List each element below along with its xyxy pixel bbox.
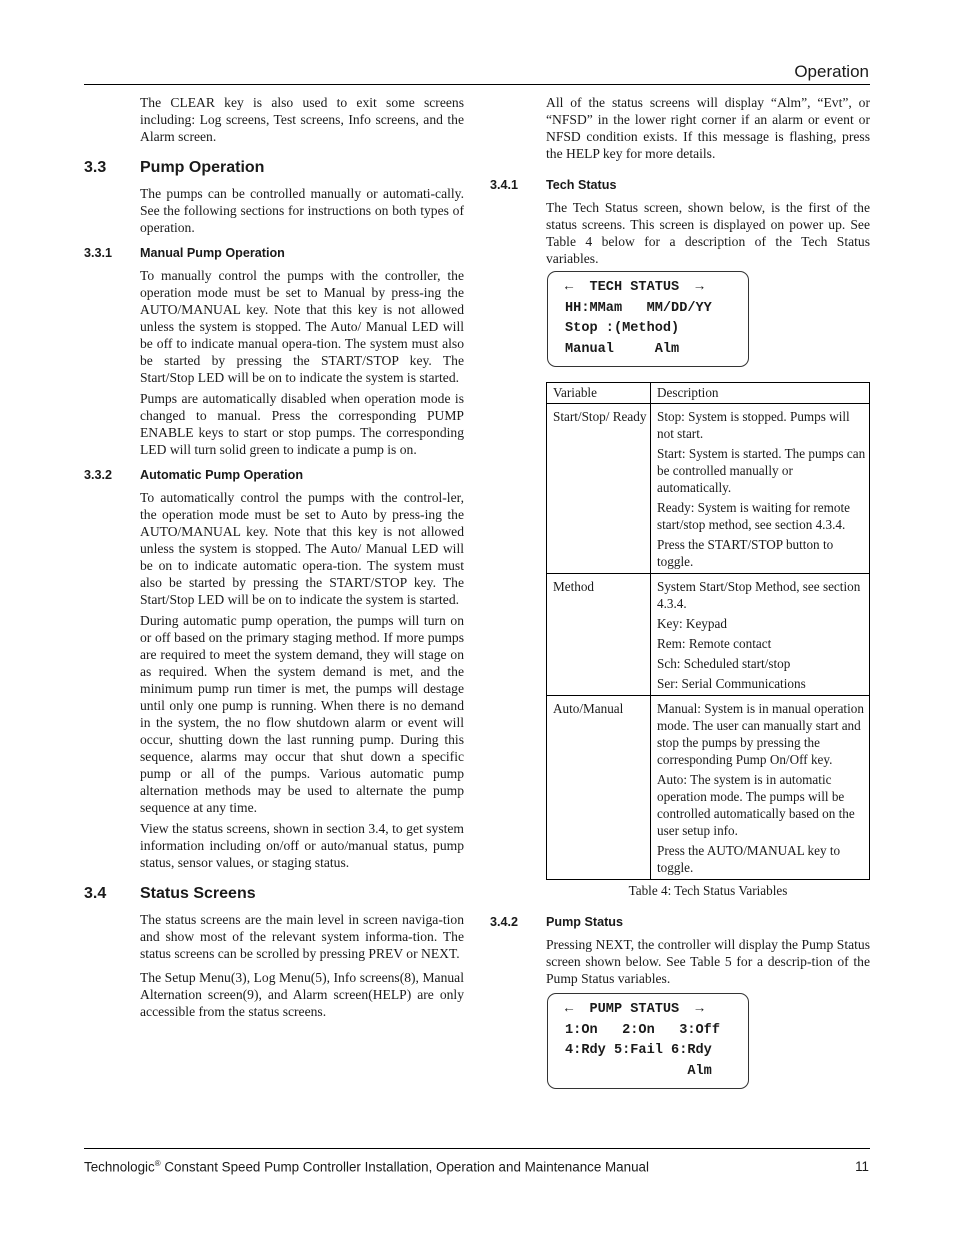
- tech-status-lcd-display: [547, 271, 749, 367]
- section-heading-3-3-1: [84, 246, 464, 260]
- section-heading-3-3-2: [84, 468, 464, 482]
- lcd-line: 4:Rdy 5:Fail 6:Rdy: [565, 1043, 712, 1058]
- paragraph: Pumps are automatically disabled when operation mode is changed to manual. Press the corresponding PUMP ENABLE keys to start or stop pumps. The corresponding LED will turn solid green to indicate a pump is on.: [140, 391, 464, 457]
- footer-brand: Technologic: [84, 1159, 155, 1175]
- intro-paragraph: The CLEAR key is also used to exit some screens including: Log screens, Test screens, Info screens, and the Alarm screen.: [140, 95, 464, 144]
- lcd-line: 1:On 2:On 3:Off: [565, 1022, 720, 1038]
- lcd-line: HH:MMam MM/DD/YY: [565, 300, 712, 316]
- description-line: Press the START/STOP button to toggle.: [657, 537, 834, 569]
- section-number: 3.3.2: [84, 468, 113, 482]
- page-header-title: Operation: [794, 62, 869, 81]
- header-rule: [84, 84, 870, 85]
- description-line: Stop: System is stopped. Pumps will not start.: [657, 409, 850, 441]
- section-heading-3-4-1: [490, 178, 870, 192]
- description-line: Ready: System is waiting for remote start/stop method, see section 4.3.4.: [657, 500, 851, 532]
- section-title: Tech Status: [546, 178, 617, 192]
- description-line: Sch: Scheduled start/stop: [657, 656, 791, 671]
- description-line: Press the AUTO/MANUAL key to toggle.: [657, 843, 841, 875]
- description-line: Start: System is started. The pumps can be controlled manually or automatically.: [657, 446, 866, 495]
- section-title: Status Screens: [140, 885, 256, 902]
- paragraph: The Tech Status screen, shown below, is the first of the status screens. This screen is displayed on power up. See Table 4 below for a description of the Tech Status variables.: [546, 200, 870, 266]
- section-title: Automatic Pump Operation: [140, 468, 304, 482]
- section-number: 3.3.1: [84, 246, 113, 260]
- section-title: Manual Pump Operation: [140, 246, 285, 260]
- pump-status-lcd-display: [547, 993, 749, 1089]
- section-title: Pump Operation: [140, 159, 265, 176]
- paragraph: During automatic pump operation, the pumps will turn on or off based on the primary staging method. If more pumps are required to meet the system demand, they will stage on as required. When the system demand is met, and the minimum pump run timer is met, the pumps will destage until only one pump is running. When there is no demand in the system, the no flow shutdown alarm or event will occur, shutting down the last running pump. During this sequence, alarms may occur that shut down a specific pump or all of the pumps. Various automatic pump alternation methods may be used to alternate the pump sequence at any time.: [140, 613, 464, 815]
- column-header-variable: Variable: [547, 383, 651, 404]
- table-caption: Table 4: Tech Status Variables: [628, 883, 788, 898]
- variable-cell: Start/Stop/ Ready: [547, 404, 651, 574]
- lcd-line: Manual Alm: [565, 341, 680, 357]
- footer-manual-name: Constant Speed Pump Controller Installation, Operation and Maintenance Manual: [160, 1159, 649, 1175]
- description-cell: [651, 404, 870, 574]
- section-heading-3-4-2: [490, 915, 870, 929]
- left-column: [84, 94, 464, 1024]
- description-line: Key: Keypad: [657, 616, 727, 631]
- description-cell: [651, 696, 870, 880]
- description-line: Ser: Serial Communications: [657, 676, 806, 691]
- section-number: 3.4.1: [490, 178, 519, 192]
- table-row: [547, 696, 870, 880]
- lcd-line: Stop :(Method): [565, 321, 680, 336]
- section-number: 3.4: [84, 885, 107, 902]
- section-number: 3.4.2: [490, 915, 519, 929]
- table-row: [547, 404, 870, 574]
- tech-status-variables-table: [546, 382, 870, 880]
- lcd-line: Alm: [565, 1063, 712, 1079]
- variable-cell: Auto/Manual: [547, 696, 651, 880]
- variable-cell: Method: [547, 574, 651, 696]
- section-number: 3.3: [84, 159, 107, 176]
- section-heading-3-3: [84, 159, 464, 177]
- intro-paragraph: All of the status screens will display “Alm”, “Evt”, or “NFSD” in the lower right corner if an alarm or event or NFSD condition exists. If this message is flashing, press the HELP key for more details.: [546, 95, 870, 161]
- paragraph: The pumps can be controlled manually or automati-cally. See the following sections for instructions on both types of operation.: [140, 186, 464, 235]
- description-line: Manual: System is in manual operation mode. The user can manually start and stop the pumps by pressing the corresponding Pump On/Off key.: [657, 701, 864, 767]
- description-line: System Start/Stop Method, see section 4.3.4.: [657, 579, 861, 611]
- registered-mark: ®: [154, 1159, 161, 1168]
- paragraph: Pressing NEXT, the controller will display the Pump Status screen shown below. See Table 5 for a descrip-tion of the Pump Status variables.: [546, 937, 870, 986]
- lcd-line: ← TECH STATUS →: [565, 280, 704, 295]
- footer-title: [84, 1159, 649, 1174]
- paragraph: To manually control the pumps with the controller, the operation mode must be set to Manual by press-ing the AUTO/MANUAL key. Note that this key is not allowed unless the system is stopped. The Auto/ Manual LED will be off to indicate manual opera-tion. The system must also be started by pressing the START/STOP key. The Start/Stop LED will be on to indicate the system is started.: [140, 268, 464, 385]
- description-line: Auto: The system is in automatic operation mode. The pumps will be controlled automatically based on the user setup info.: [657, 772, 855, 838]
- column-header-description: Description: [651, 383, 870, 404]
- paragraph: To automatically control the pumps with the control-ler, the operation mode must be set to Auto by press-ing the AUTO/MANUAL key. Note that this key is not allowed unless the system is stopped. The Auto/ Manual LED will be on to indicate automatic opera-tion. The system must also be started by pressing the START/STOP key. The Start/Stop LED will be on to indicate the system is started.: [140, 490, 464, 607]
- paragraph: View the status screens, shown in section 3.4, to get system information including on/off or auto/manual status, pump status, sensor values, or staging status.: [140, 821, 464, 870]
- description-cell: [651, 574, 870, 696]
- paragraph: The Setup Menu(3), Log Menu(5), Info screens(8), Manual Alternation screen(9), and Alarm screen(HELP) are only accessible from the status screens.: [140, 970, 464, 1019]
- paragraph: The status screens are the main level in screen naviga-tion and show most of the relevant system informa-tion. The status screens can be scrolled by pressing PREV or NEXT.: [140, 912, 464, 961]
- page-number: 11: [855, 1159, 869, 1174]
- table-row: [547, 574, 870, 696]
- lcd-line: ← PUMP STATUS →: [565, 1002, 704, 1017]
- section-heading-3-4: [84, 885, 464, 903]
- section-title: Pump Status: [546, 915, 623, 929]
- footer-rule: [84, 1148, 870, 1149]
- description-line: Rem: Remote contact: [657, 636, 772, 651]
- table-header-row: [547, 383, 870, 404]
- right-column: [490, 94, 870, 1089]
